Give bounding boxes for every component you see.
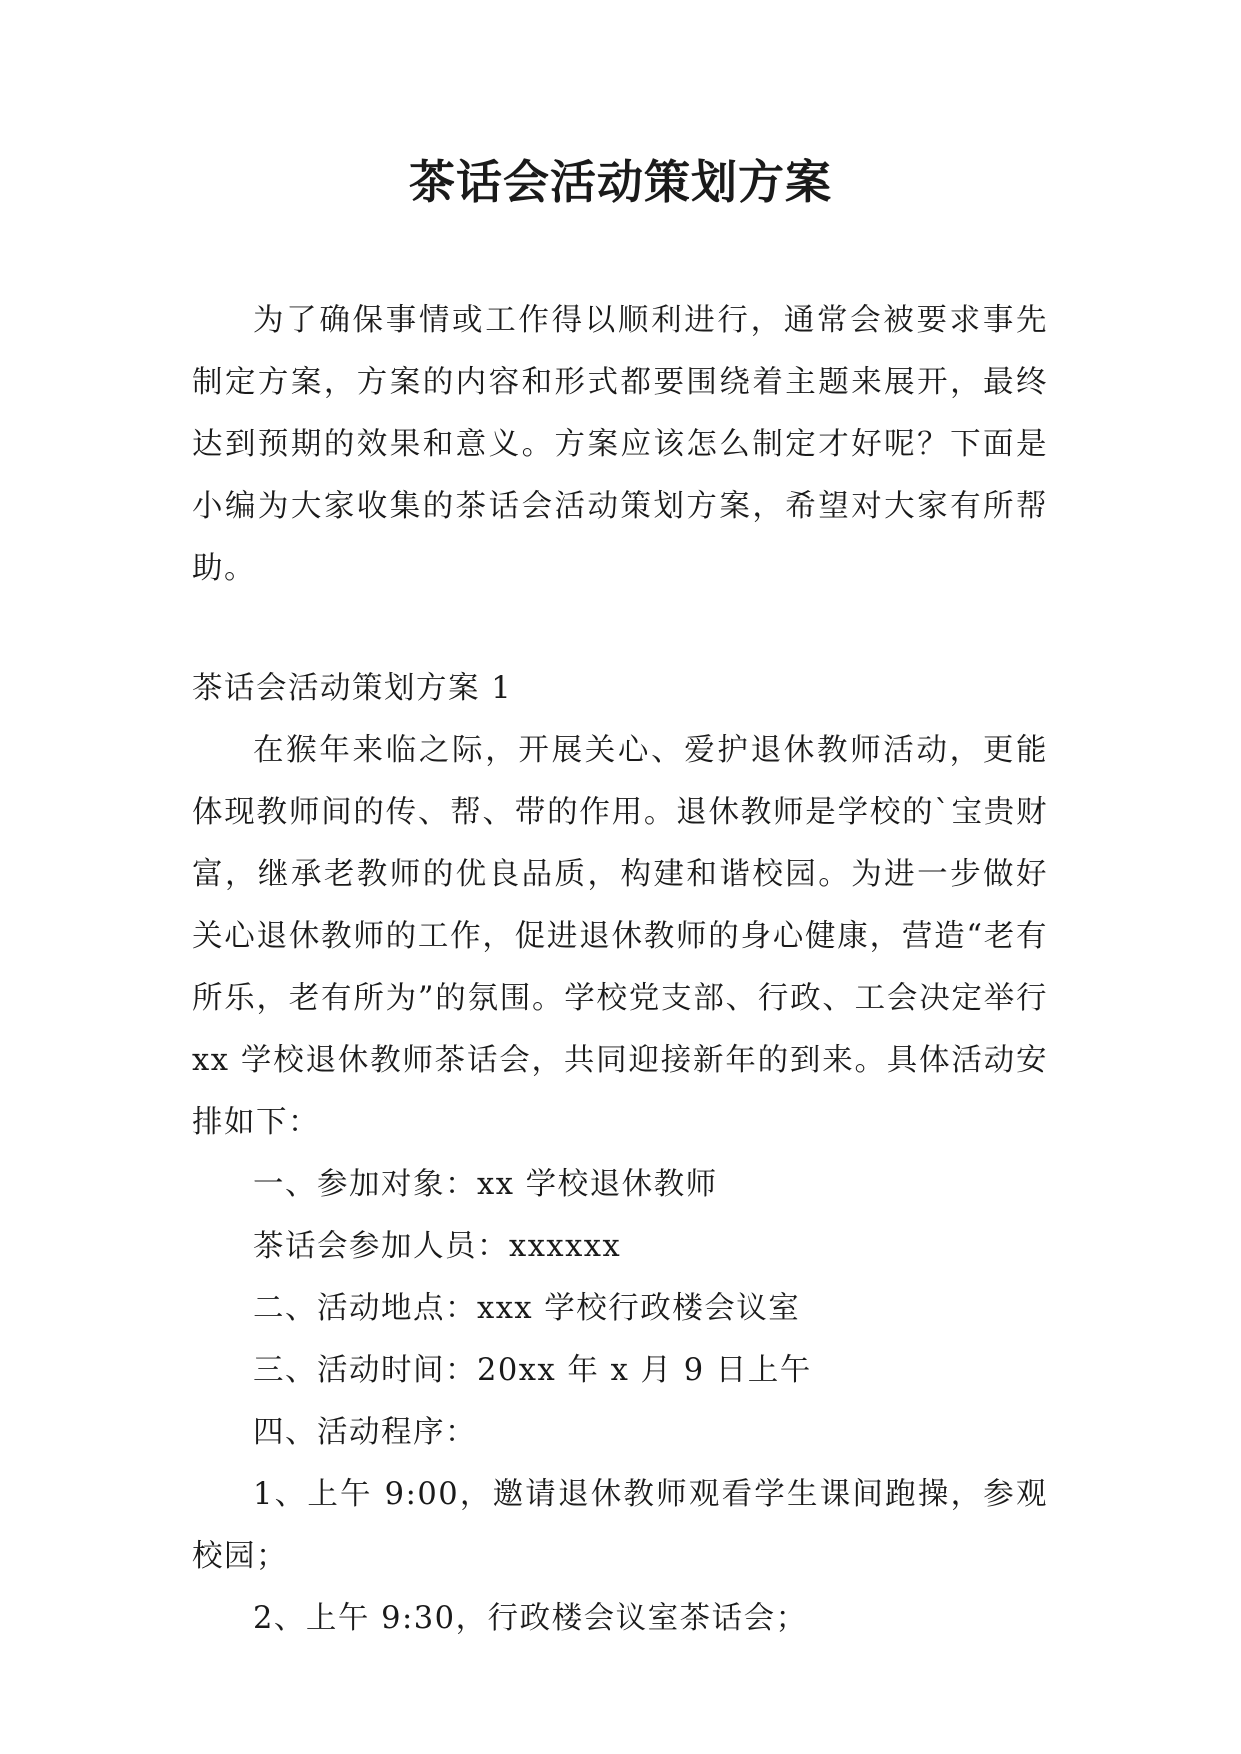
intro-paragraph: 为了确保事情或工作得以顺利进行，通常会被要求事先制定方案，方案的内容和形式都要围绕着主题来展开，最终达到预期的效果和意义。方案应该怎么制定才好呢？下面是小编为大家收集的茶话会活动策划方案，希望对大家有所帮助。 <box>192 303 1048 586</box>
list-item: 茶话会参加人员：xxxxxx <box>253 1229 622 1264</box>
list-item: 四、活动程序： <box>253 1415 477 1450</box>
section-paragraph: 在猴年来临之际，开展关心、爱护退休教师活动，更能体现教师间的传、帮、带的作用。退休教师是学校的`宝贵财富，继承老教师的优良品质，构建和谐校园。为进一步做好关心退休教师的工作，促进退休教师的身心健康，营造“老有所乐，老有所为”的氛围。学校党支部、行政、工会决定举行 xx 学校退休教师茶话会，共同迎接新年的到来。具体活动安排如下： <box>192 733 1048 1140</box>
list-item: 1、上午 9:00，邀请退休教师观看学生课间跑操，参观校园； <box>192 1477 1048 1574</box>
document-body <box>192 290 1048 1650</box>
list-item: 三、活动时间：20xx 年 x 月 9 日上午 <box>253 1353 812 1388</box>
list-item: 2、上午 9:30，行政楼会议室茶话会； <box>253 1601 808 1636</box>
document-title: 茶话会活动策划方案 <box>409 155 832 209</box>
section-heading: 茶话会活动策划方案 1 <box>192 671 513 706</box>
list-item: 二、活动地点：xxx 学校行政楼会议室 <box>253 1291 801 1326</box>
list-item: 一、参加对象：xx 学校退休教师 <box>253 1167 718 1202</box>
